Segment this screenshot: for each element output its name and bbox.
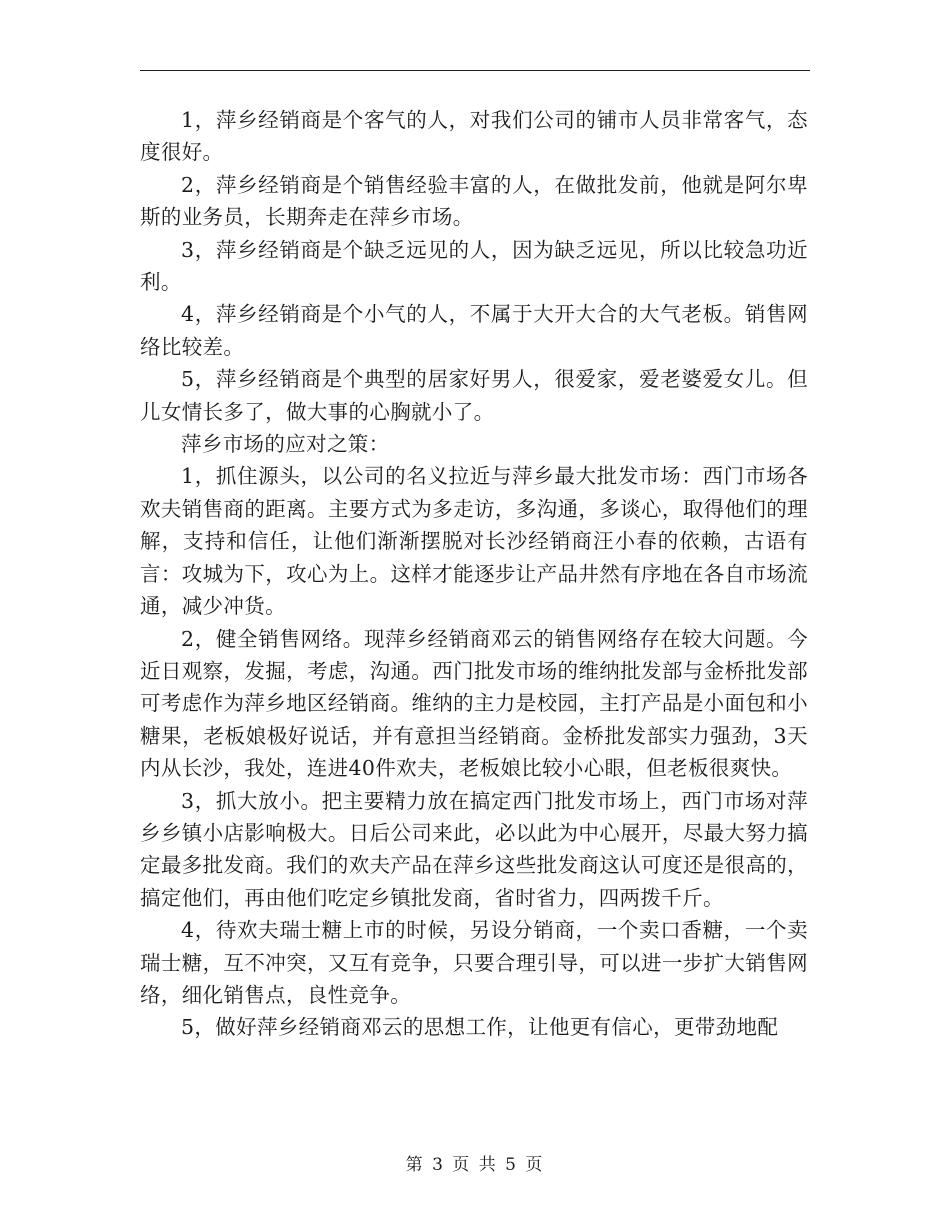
- paragraph: 3，抓大放小。把主要精力放在搞定西门批发市场上，西门市场对萍乡乡镇小店影响极大。日后公司来此，必以此为中心展开，尽最大努力搞定最多批发商。我们的欢夫产品在萍乡这些批发商这认可度还是很高的，搞定他们，再由他们吃定乡镇批发商，省时省力，四两拨千斤。: [140, 788, 808, 910]
- document-body: [140, 104, 808, 1044]
- paragraph: 1，萍乡经销商是个客气的人，对我们公司的铺市人员非常客气，态度很好。: [140, 108, 808, 165]
- paragraph: 1，抓住源头，以公司的名义拉近与萍乡最大批发市场：西门市场各欢夫销售商的距离。主要方式为多走访，多沟通，多谈心，取得他们的理解，支持和信任，让他们渐渐摆脱对长沙经销商汪小春的依赖，古语有言：攻城为下，攻心为上。这样才能逐步让产品井然有序地在各自市场流通，减少冲货。: [140, 464, 808, 619]
- paragraph: 2，萍乡经销商是个销售经验丰富的人，在做批发前，他就是阿尔卑斯的业务员，长期奔走在萍乡市场。: [140, 172, 808, 230]
- section-heading: 萍乡市场的应对之策：: [181, 432, 390, 457]
- page-number-footer: 第 3 页 共 5 页: [405, 1155, 545, 1175]
- paragraph: 4，待欢夫瑞士糖上市的时候，另设分销商，一个卖口香糖，一个卖瑞士糖，互不冲突，又互有竞争，只要合理引导，可以进一步扩大销售网络，细化销售点，良性竞争。: [140, 918, 808, 1007]
- paragraph: 4，萍乡经销商是个小气的人，不属于大开大合的大气老板。销售网络比较差。: [140, 302, 808, 359]
- paragraph: 5，做好萍乡经销商邓云的思想工作，让他更有信心，更带劲地配: [181, 1015, 779, 1040]
- paragraph: 5，萍乡经销商是个典型的居家好男人，很爱家，爱老婆爱女儿。但儿女情长多了，做大事的心胸就小了。: [140, 367, 808, 424]
- paragraph: 2，健全销售网络。现萍乡经销商邓云的销售网络存在较大问题。今近日观察，发掘，考虑，沟通。西门批发市场的维纳批发部与金桥批发部可考虑作为萍乡地区经销商。维纳的主力是校园，主打产品是小面包和小糖果，老板娘极好说话，并有意担当经销商。金桥批发部实力强劲，3天内从长沙，我处，连进40件欢夫，老板娘比较小心眼，但老板很爽快。: [140, 626, 808, 781]
- header-rule: [140, 70, 810, 71]
- paragraph: 3，萍乡经销商是个缺乏远见的人，因为缺乏远见，所以比较急功近利。: [140, 237, 808, 295]
